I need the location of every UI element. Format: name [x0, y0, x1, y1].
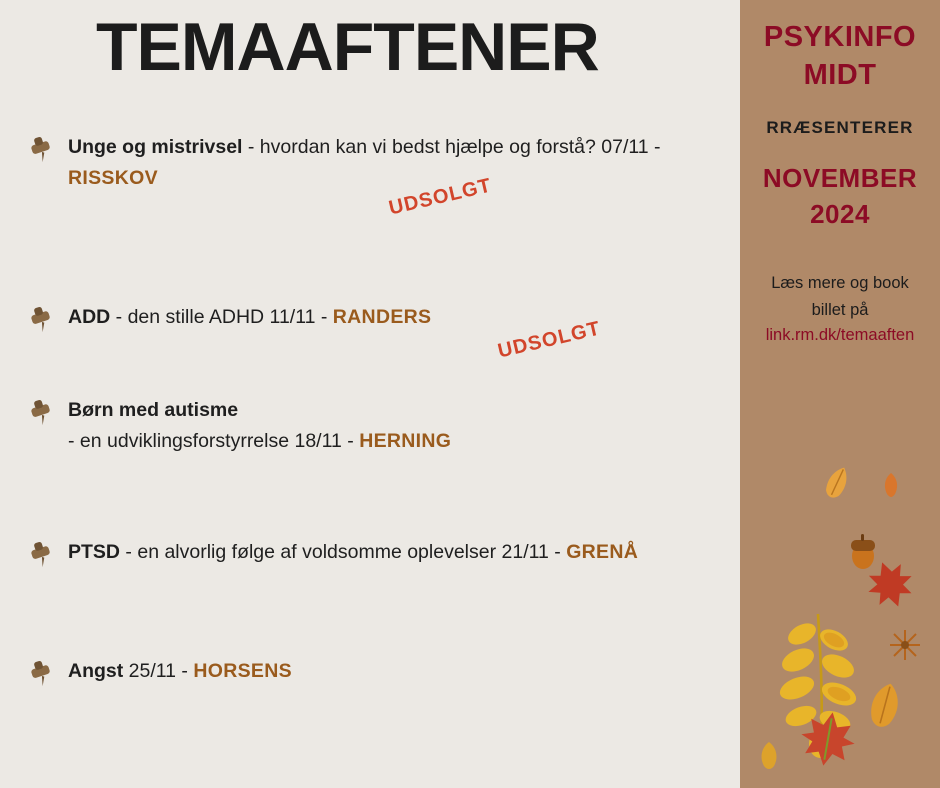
- leaf-icon: [864, 558, 916, 610]
- list-item-text: [68, 656, 740, 687]
- readmore-text: [740, 270, 940, 324]
- brand-name: [740, 18, 940, 94]
- leaf-icon: [880, 472, 902, 498]
- event-place: GRENÅ: [566, 541, 639, 563]
- event-title: Børn med autisme: [68, 399, 239, 421]
- list-item: [0, 132, 740, 220]
- list-item-text: [68, 395, 740, 457]
- event-description: 25/11 -: [123, 660, 194, 682]
- pushpin-icon: [26, 304, 56, 334]
- event-place: RISSKOV: [68, 167, 158, 189]
- poster-sidebar: [740, 0, 940, 788]
- readmore-line-2: billet på: [811, 301, 869, 319]
- readmore-line-1: Læs mere og book: [771, 274, 909, 292]
- list-item: [0, 302, 740, 363]
- event-title: Unge og mistrivsel: [68, 136, 243, 158]
- event-description: - den stille ADHD 11/11 -: [110, 306, 333, 328]
- event-description: - hvordan kan vi bedst hjælpe og forstå? 07/11 -: [242, 136, 661, 158]
- list-item: [0, 656, 740, 696]
- event-place: HORSENS: [193, 660, 292, 682]
- pushpin-icon: [26, 658, 56, 688]
- booking-link[interactable]: link.rm.dk/temaaften: [765, 326, 915, 344]
- event-place: HERNING: [359, 430, 452, 452]
- page-title: TEMAAFTENER: [96, 9, 599, 85]
- events-list: [0, 132, 740, 682]
- event-title: Angst: [68, 660, 124, 682]
- leaf-icon: [816, 462, 858, 504]
- list-item: [0, 537, 740, 577]
- event-place: RANDERS: [332, 306, 432, 328]
- brand-line-1: PSYKINFO: [763, 21, 917, 53]
- list-item-text: [68, 537, 740, 568]
- status-badge: UDSOLGT: [495, 317, 603, 363]
- event-description: - en udviklingsforstyrrelse 18/11 -: [68, 430, 360, 452]
- list-item: [0, 395, 740, 457]
- month-label: NOVEMBER: [762, 163, 918, 193]
- pushpin-icon: [26, 397, 56, 427]
- event-title: ADD: [68, 306, 111, 328]
- seed-icon: [888, 628, 922, 662]
- brand-line-2: MIDT: [803, 59, 877, 91]
- autumn-leaves-decoration: [740, 440, 940, 788]
- pushpin-icon: [26, 539, 56, 569]
- leaf-icon: [798, 708, 858, 770]
- leaf-icon: [754, 740, 784, 770]
- year-label: 2024: [810, 199, 870, 229]
- event-title: PTSD: [68, 541, 121, 563]
- status-badge: UDSOLGT: [386, 174, 494, 220]
- date-block: [740, 160, 940, 232]
- list-item-text: [68, 302, 740, 333]
- list-item-text: [68, 132, 740, 194]
- leaf-icon: [862, 680, 908, 730]
- pushpin-icon: [26, 134, 56, 164]
- presents-label: RRÆSENTERER: [766, 118, 914, 137]
- event-description: - en alvorlig følge af voldsomme oplevelser 21/11 -: [120, 541, 567, 563]
